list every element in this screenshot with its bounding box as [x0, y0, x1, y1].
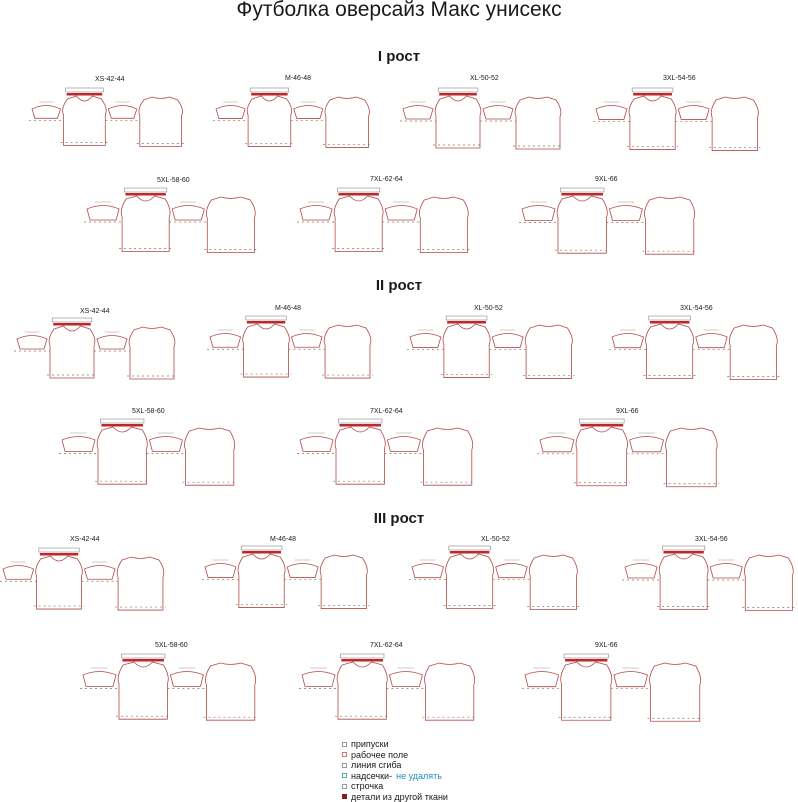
- neck-band-piece: [67, 93, 103, 96]
- neck-band-allowance: [564, 654, 608, 658]
- size-label: 3XL-54-56: [663, 75, 696, 82]
- sleeve-piece: [97, 336, 127, 350]
- neck-band-piece: [125, 193, 165, 196]
- sleeve-piece: [17, 336, 47, 350]
- neck-band-allowance: [337, 188, 379, 192]
- neck-band-allowance: [100, 419, 144, 423]
- front-piece: [118, 662, 168, 719]
- back-piece: [515, 97, 561, 149]
- sleeve-piece: [302, 672, 335, 687]
- page-title: Футболка оверсайз Макс унисекс: [0, 0, 798, 22]
- neck-band-piece: [450, 551, 490, 554]
- size-label: XS-42-44: [80, 308, 110, 315]
- section-heading-2: II рост: [0, 277, 798, 294]
- neck-band-piece: [53, 323, 91, 326]
- legend-item-other-fabric: детали из другой ткани: [342, 792, 448, 802]
- size-label: XL-50-52: [481, 536, 510, 543]
- back-piece: [425, 663, 475, 720]
- back-piece: [139, 97, 183, 146]
- size-label: 9XL-66: [595, 642, 618, 649]
- back-piece: [206, 663, 256, 720]
- sleeve-piece: [291, 334, 322, 348]
- neck-band-piece: [242, 551, 281, 554]
- legend-item-stitch: строчка: [342, 781, 448, 792]
- front-piece: [247, 96, 291, 146]
- neck-band-allowance: [662, 546, 704, 550]
- sleeve-piece: [385, 206, 417, 220]
- size-label: M-46-48: [275, 305, 301, 312]
- neck-band-piece: [633, 93, 672, 96]
- sleeve-piece: [62, 437, 95, 452]
- size-label: 5XL-58-60: [155, 642, 188, 649]
- size-label: M-46-48: [270, 536, 296, 543]
- neck-band-piece: [580, 424, 623, 427]
- size-label: M-46-48: [285, 75, 311, 82]
- allowance-swatch-icon: [342, 742, 347, 747]
- back-piece: [325, 97, 369, 147]
- legend-item-work-field: рабочее поле: [342, 750, 448, 761]
- size-label: XS-42-44: [95, 76, 125, 83]
- back-piece: [729, 325, 777, 380]
- sleeve-piece: [483, 106, 513, 120]
- size-label: 7XL-62-64: [370, 642, 403, 649]
- fold-line-swatch-icon: [342, 763, 347, 768]
- neck-band-allowance: [121, 654, 165, 658]
- front-piece: [63, 96, 107, 145]
- size-label: XL-50-52: [470, 75, 499, 82]
- sleeve-piece: [625, 564, 657, 578]
- front-piece: [576, 427, 628, 486]
- front-piece: [335, 427, 385, 484]
- back-piece: [324, 325, 371, 378]
- back-piece: [711, 97, 758, 151]
- sleeve-piece: [170, 672, 203, 687]
- back-piece: [419, 197, 468, 253]
- back-piece: [650, 663, 701, 721]
- sleeve-piece: [492, 334, 523, 348]
- front-piece: [435, 96, 481, 148]
- sleeve-piece: [300, 437, 333, 452]
- neck-band-allowance: [449, 546, 491, 550]
- sleeve-piece: [614, 672, 648, 687]
- legend-item-allowance: припуски: [342, 739, 448, 750]
- sleeve-piece: [84, 566, 115, 580]
- front-piece: [49, 326, 95, 378]
- neck-band-piece: [561, 193, 603, 196]
- sleeve-piece: [287, 564, 318, 578]
- neck-band-allowance: [250, 88, 288, 92]
- back-piece: [423, 428, 473, 485]
- size-label: 3XL-54-56: [695, 536, 728, 543]
- size-label: 5XL-58-60: [157, 177, 190, 184]
- sleeve-piece: [609, 206, 642, 221]
- sleeve-piece: [87, 206, 119, 220]
- size-label: 7XL-62-64: [370, 176, 403, 183]
- neck-band-piece: [339, 424, 381, 427]
- front-piece: [334, 196, 383, 252]
- sleeve-piece: [205, 564, 236, 578]
- sleeve-piece: [83, 672, 116, 687]
- sleeve-piece: [389, 672, 422, 687]
- sleeve-piece: [710, 564, 742, 578]
- neck-band-allowance: [124, 188, 166, 192]
- sleeve-piece: [496, 564, 528, 578]
- front-piece: [446, 554, 494, 609]
- back-piece: [529, 555, 577, 610]
- sleeve-piece: [149, 437, 182, 452]
- sleeve-piece: [108, 106, 137, 119]
- sleeve-piece: [294, 106, 323, 119]
- neck-band-piece: [338, 193, 378, 196]
- front-piece: [121, 196, 170, 252]
- neck-band-allowance: [338, 419, 382, 423]
- neck-band-allowance: [632, 88, 673, 92]
- front-piece: [443, 324, 490, 378]
- neck-band-allowance: [246, 316, 286, 320]
- front-piece: [238, 554, 285, 608]
- front-piece: [646, 324, 694, 379]
- neck-band-allowance: [340, 654, 384, 658]
- front-piece: [97, 427, 147, 484]
- front-piece: [337, 662, 387, 719]
- legend-item-notches: надсечки- не удалять: [342, 771, 448, 782]
- back-piece: [744, 555, 793, 611]
- sleeve-piece: [596, 106, 627, 120]
- front-piece: [659, 554, 708, 610]
- front-piece: [557, 196, 607, 253]
- size-label: 9XL-66: [595, 176, 618, 183]
- neck-band-piece: [565, 659, 607, 662]
- sleeve-piece: [387, 437, 420, 452]
- sleeve-piece: [403, 106, 433, 120]
- neck-band-piece: [122, 659, 164, 662]
- neck-band-allowance: [560, 188, 604, 192]
- neck-band-piece: [447, 321, 486, 324]
- sleeve-piece: [630, 437, 664, 452]
- sleeve-piece: [32, 106, 61, 119]
- back-piece: [666, 428, 718, 487]
- neck-band-piece: [247, 321, 285, 324]
- sleeve-piece: [3, 566, 34, 580]
- stitch-swatch-icon: [342, 784, 347, 789]
- neck-band-piece: [341, 659, 383, 662]
- neck-band-allowance: [649, 316, 691, 320]
- front-piece: [243, 324, 290, 377]
- neck-band-allowance: [66, 88, 104, 92]
- size-label: 9XL-66: [616, 408, 639, 415]
- sleeve-piece: [172, 206, 204, 220]
- size-label: 7XL-62-64: [370, 408, 403, 415]
- front-piece: [36, 556, 83, 609]
- section-heading-3: III рост: [0, 510, 798, 527]
- other-fabric-swatch-icon: [342, 794, 347, 799]
- sleeve-piece: [540, 437, 574, 452]
- sleeve-piece: [678, 106, 709, 120]
- front-piece: [629, 96, 676, 150]
- work-field-swatch-icon: [342, 752, 347, 757]
- neck-band-allowance: [39, 548, 79, 552]
- sleeve-piece: [300, 206, 332, 220]
- back-piece: [129, 327, 175, 379]
- neck-band-piece: [663, 551, 703, 554]
- sleeve-piece: [522, 206, 555, 221]
- notches-swatch-icon: [342, 773, 347, 778]
- size-label: 3XL-54-56: [680, 305, 713, 312]
- back-piece: [206, 197, 255, 253]
- front-piece: [561, 662, 612, 720]
- legend: [342, 739, 448, 802]
- neck-band-allowance: [438, 88, 478, 92]
- size-label: 5XL-58-60: [132, 408, 165, 415]
- sleeve-piece: [612, 334, 644, 348]
- back-piece: [320, 555, 367, 609]
- legend-item-fold-line: линия сгиба: [342, 760, 448, 771]
- back-piece: [117, 557, 164, 610]
- sleeve-piece: [412, 564, 444, 578]
- section-heading-1: I рост: [0, 48, 798, 65]
- sleeve-piece: [216, 106, 245, 119]
- sleeve-piece: [410, 334, 441, 348]
- neck-band-allowance: [579, 419, 624, 423]
- neck-band-piece: [439, 93, 477, 96]
- sleeve-piece: [696, 334, 728, 348]
- neck-band-allowance: [52, 318, 92, 322]
- back-piece: [645, 197, 695, 254]
- back-piece: [185, 428, 235, 485]
- neck-band-allowance: [446, 316, 487, 320]
- size-label: XL-50-52: [474, 305, 503, 312]
- neck-band-piece: [251, 93, 287, 96]
- size-label: XS-42-44: [70, 536, 100, 543]
- back-piece: [525, 325, 572, 379]
- neck-band-piece: [40, 553, 78, 556]
- neck-band-piece: [101, 424, 143, 427]
- neck-band-piece: [650, 321, 690, 324]
- neck-band-allowance: [241, 546, 282, 550]
- sleeve-piece: [525, 672, 559, 687]
- sleeve-piece: [210, 334, 241, 348]
